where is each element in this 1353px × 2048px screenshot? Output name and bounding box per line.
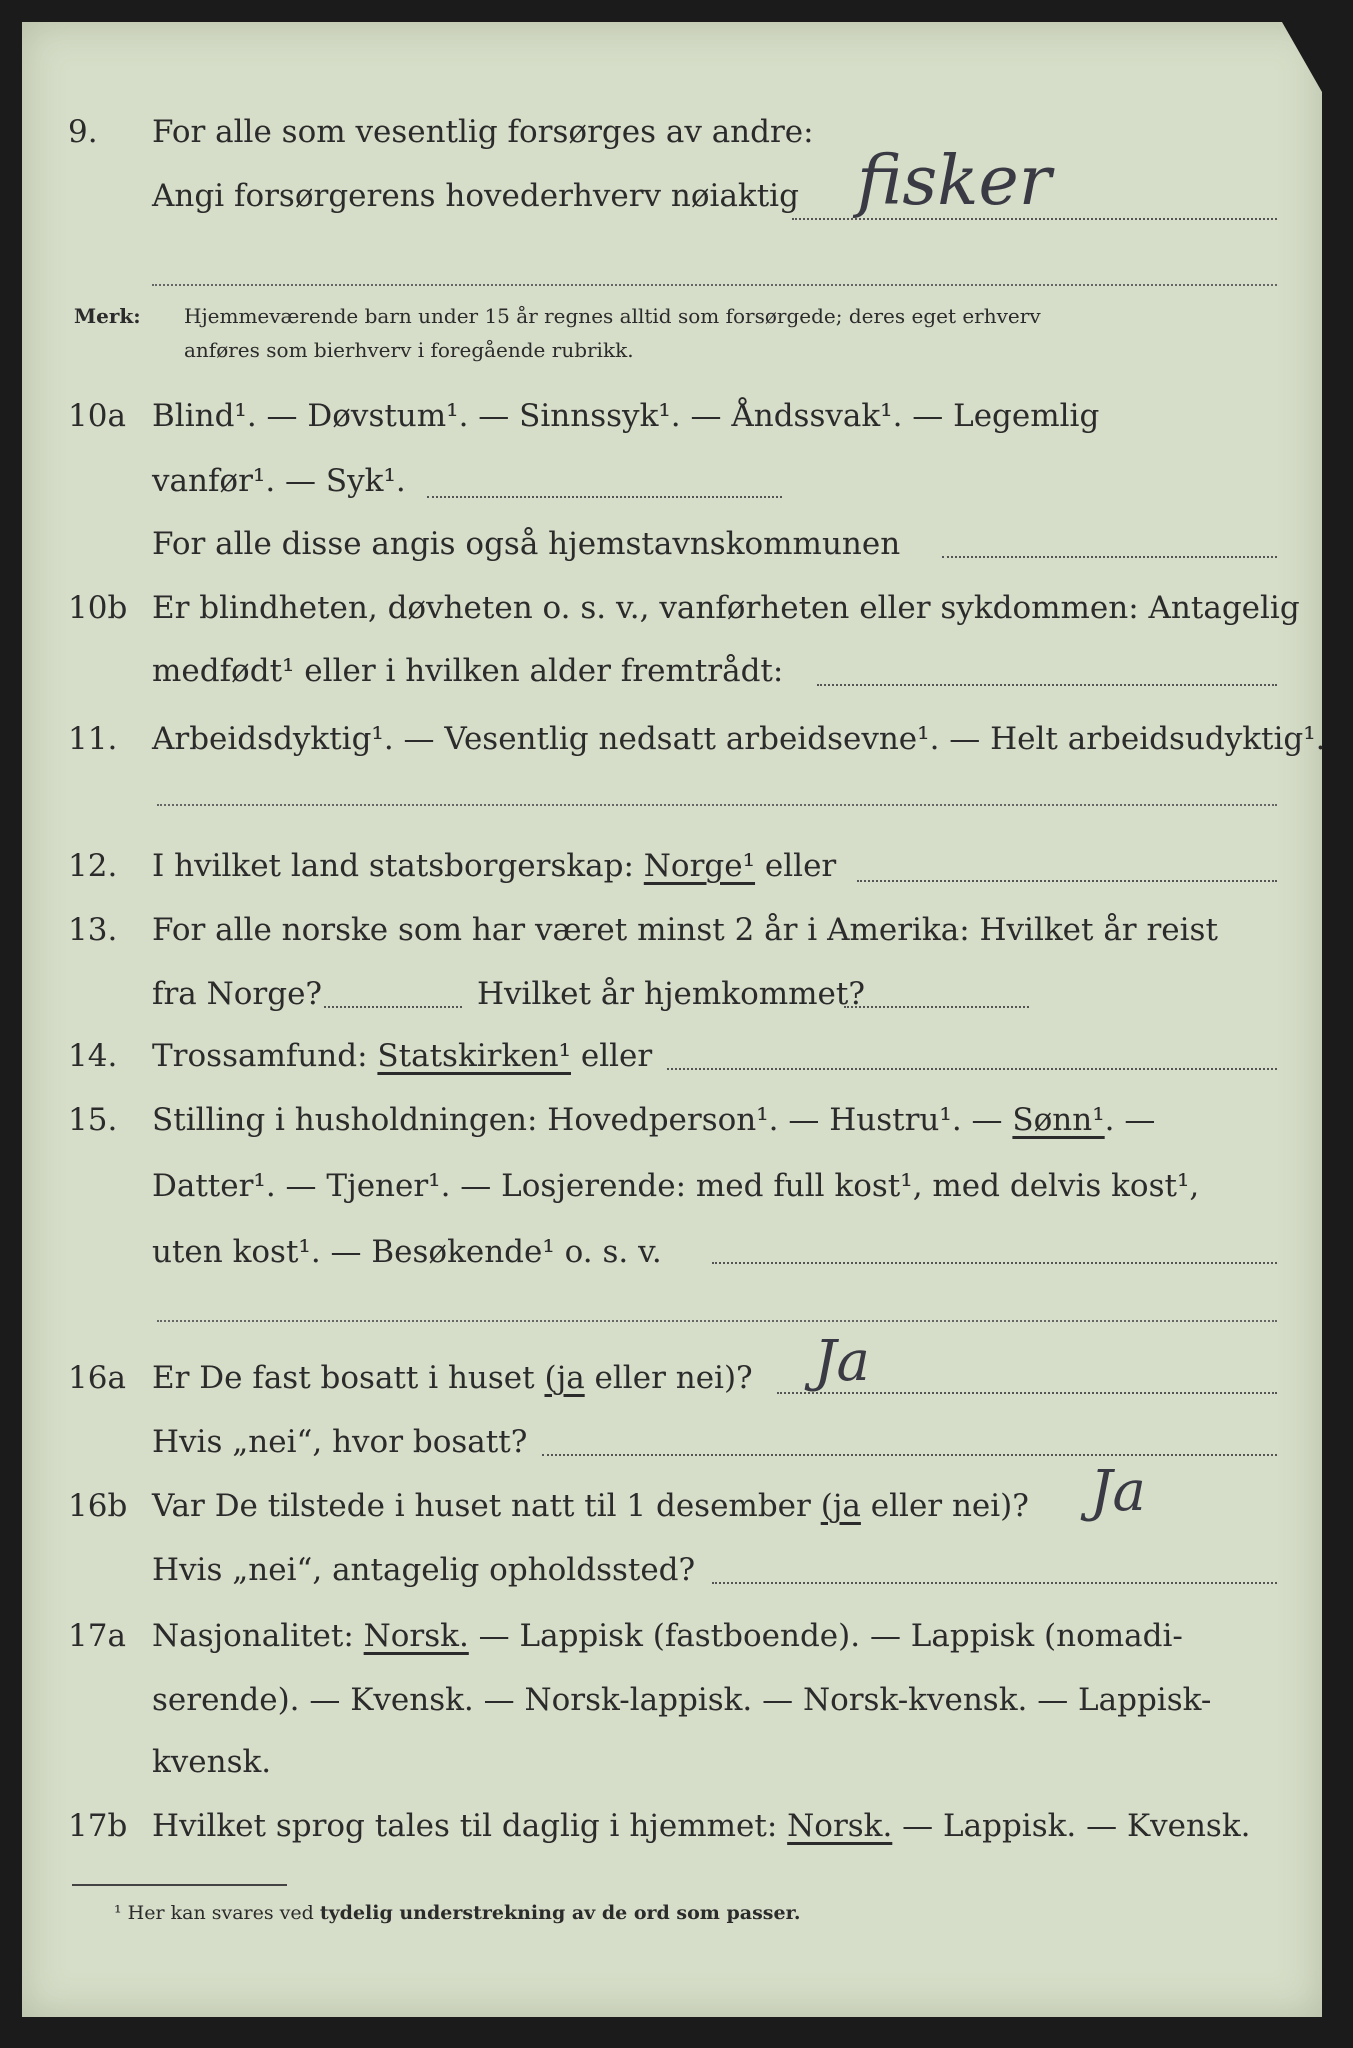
q16a-text-2: Hvis „nei“, hvor bosatt? [152, 1424, 528, 1460]
q17a-norsk-underlined: Norsk. [363, 1618, 469, 1654]
q17b-norsk-underlined: Norsk. [787, 1808, 893, 1844]
q17a-line2 [22, 1676, 1322, 1724]
q9-text-2: Angi forsørgerens hovederhverv nøiaktig [152, 178, 799, 214]
q16a-line1 [22, 1354, 1322, 1402]
q17b-line1 [22, 1802, 1322, 1850]
q14-line1 [22, 1032, 1322, 1080]
torn-corner [1282, 22, 1322, 92]
q10a-line3 [22, 520, 1322, 568]
merk-label [74, 300, 141, 332]
q10a-answer-line [427, 496, 782, 498]
footnote [114, 1902, 800, 1924]
q13-number: 13. [68, 912, 118, 948]
q9-text-1: For alle som vesentlig forsørges av andre: [152, 114, 814, 150]
q14-post: eller [580, 1038, 653, 1074]
q16b-handwritten-answer: Ja [1090, 1459, 1146, 1524]
q14-pre: Trossamfund: [152, 1038, 368, 1074]
q10a-number: 10a [68, 398, 126, 434]
q13-text-1: For alle norske som har været minst 2 år i Amerika: Hvilket år reist [152, 912, 1218, 948]
q10b-text-1: Er blindheten, døvheten o. s. v., vanførheten eller sykdommen: Antagelig [152, 590, 1300, 626]
q9-line1 [22, 108, 1322, 156]
footnote-mark: ¹ [114, 1902, 122, 1924]
q16a-residence-line [542, 1454, 1277, 1456]
q11-line1 [22, 715, 1326, 763]
q12-text [152, 842, 836, 890]
q10b-number: 10b [68, 590, 128, 626]
q14-text [152, 1032, 652, 1080]
q12-answer-line [857, 880, 1277, 882]
q16a-pre: Er De fast bosatt i huset [152, 1360, 535, 1396]
q9-line2 [22, 172, 1322, 220]
q12-norge-underlined: Norge¹ [643, 848, 756, 884]
footnote-bold-text: tydelig understrekning av de ord som passer. [319, 1902, 801, 1924]
q17a-line3 [22, 1738, 1322, 1786]
q16b-text-2: Hvis „nei“, antagelig opholdssted? [152, 1552, 696, 1588]
q11-text-1: Arbeidsdyktig¹. — Vesentlig nedsatt arbeidsevne¹. — Helt arbeidsudyktig¹. [152, 721, 1326, 757]
q17b-post: — Lappisk. — Kvensk. [902, 1808, 1251, 1844]
q15-text-3: uten kost¹. — Besøkende¹ o. s. v. [152, 1234, 662, 1270]
q17b-number: 17b [68, 1808, 128, 1844]
footnote-text: Her kan svares ved [127, 1902, 314, 1924]
q15-text-2: Datter¹. — Tjener¹. — Losjerende: med full kost¹, med delvis kost¹, [152, 1168, 1200, 1204]
q17a-number: 17a [68, 1618, 126, 1654]
q11-answer-line [157, 804, 1277, 806]
q10a-hometown-line [942, 556, 1277, 558]
q13-line1 [22, 906, 1322, 954]
q15-sonn-underlined: Sønn¹ [1012, 1102, 1105, 1138]
q10b-answer-line [817, 684, 1277, 686]
q16a-number: 16a [68, 1360, 126, 1396]
q10b-text-2: medfødt¹ eller i hvilken alder fremtrådt: [152, 653, 784, 689]
q16b-pre: Var De tilstede i huset natt til 1 desember [152, 1488, 811, 1524]
q15-number: 15. [68, 1102, 118, 1138]
merk-text-1: Hjemmeværende barn under 15 år regnes alltid som forsørgede; deres eget erhverv [184, 304, 1041, 328]
q15-text-1a: Stilling i husholdningen: Hovedperson¹. — Hustru¹. — [152, 1102, 1003, 1138]
q9-answer-line-2 [152, 284, 1277, 286]
q16b-post: eller nei)? [870, 1488, 1029, 1524]
merk-text-2: anføres som bierhverv i foregående rubrikk. [184, 338, 634, 362]
q15-text-1b: . — [1104, 1102, 1156, 1138]
q13-text-2a: fra Norge? [152, 976, 323, 1012]
q16b-number: 16b [68, 1488, 128, 1524]
q10a-line1 [22, 392, 1322, 440]
q17a-text-2: serende). — Kvensk. — Norsk-lappisk. — Norsk-kvensk. — Lappisk- [152, 1682, 1212, 1718]
q17b-pre: Hvilket sprog tales til daglig i hjemmet: [152, 1808, 778, 1844]
q16b-text [152, 1482, 1029, 1530]
q10a-text-2: vanfør¹. — Syk¹. [152, 463, 406, 499]
q16a-text [152, 1354, 753, 1402]
q12-line1 [22, 842, 1322, 890]
q16b-whereabouts-line [712, 1582, 1277, 1584]
q13-returned-year-line [844, 1006, 1029, 1008]
census-form-page [22, 22, 1326, 2017]
q15-line1 [22, 1096, 1322, 1144]
merk-label-text: Merk: [74, 304, 141, 328]
q16a-post: eller nei)? [594, 1360, 753, 1396]
q17b-text [152, 1802, 1250, 1850]
q17a-text-3: kvensk. [152, 1744, 272, 1780]
q15-line2 [22, 1162, 1322, 1210]
q13-text-2b: Hvilket år hjemkommet? [477, 976, 865, 1012]
q10a-text-3: For alle disse angis også hjemstavnskommunen [152, 526, 901, 562]
q9-handwritten-answer: fisker [857, 142, 1052, 221]
q17a-line1 [22, 1612, 1322, 1660]
q12-post: eller [764, 848, 837, 884]
q14-number: 14. [68, 1038, 118, 1074]
q17a-post: — Lappisk (fastboende). — Lappisk (nomadi- [478, 1618, 1183, 1654]
q11-number: 11. [68, 721, 118, 757]
q16b-ja-underlined: (ja [820, 1488, 861, 1524]
q15-answer-line [712, 1262, 1277, 1264]
q16a-handwritten-answer: Ja [814, 1329, 870, 1394]
q17a-text [152, 1612, 1183, 1660]
q16b-line2 [22, 1546, 1322, 1594]
q15-answer-line-2 [157, 1320, 1277, 1322]
q14-answer-line [667, 1068, 1277, 1070]
q12-pre: I hvilket land statsborgerskap: [152, 848, 634, 884]
q15-line3 [22, 1228, 1322, 1276]
q13-left-year-line [324, 1006, 462, 1008]
q16a-ja-underlined: (ja [544, 1360, 585, 1396]
q10b-line1 [22, 584, 1322, 632]
q15-text-1 [152, 1096, 1155, 1144]
q12-number: 12. [68, 848, 118, 884]
q14-statskirken-underlined: Statskirken¹ [377, 1038, 571, 1074]
q10b-line2 [22, 647, 1322, 695]
q17a-pre: Nasjonalitet: [152, 1618, 354, 1654]
q10a-text-1: Blind¹. — Døvstum¹. — Sinnssyk¹. — Åndssvak¹. — Legemlig [152, 398, 1100, 434]
q9-number: 9. [68, 114, 98, 150]
q13-line2 [22, 970, 1322, 1018]
footnote-rule [72, 1884, 287, 1886]
